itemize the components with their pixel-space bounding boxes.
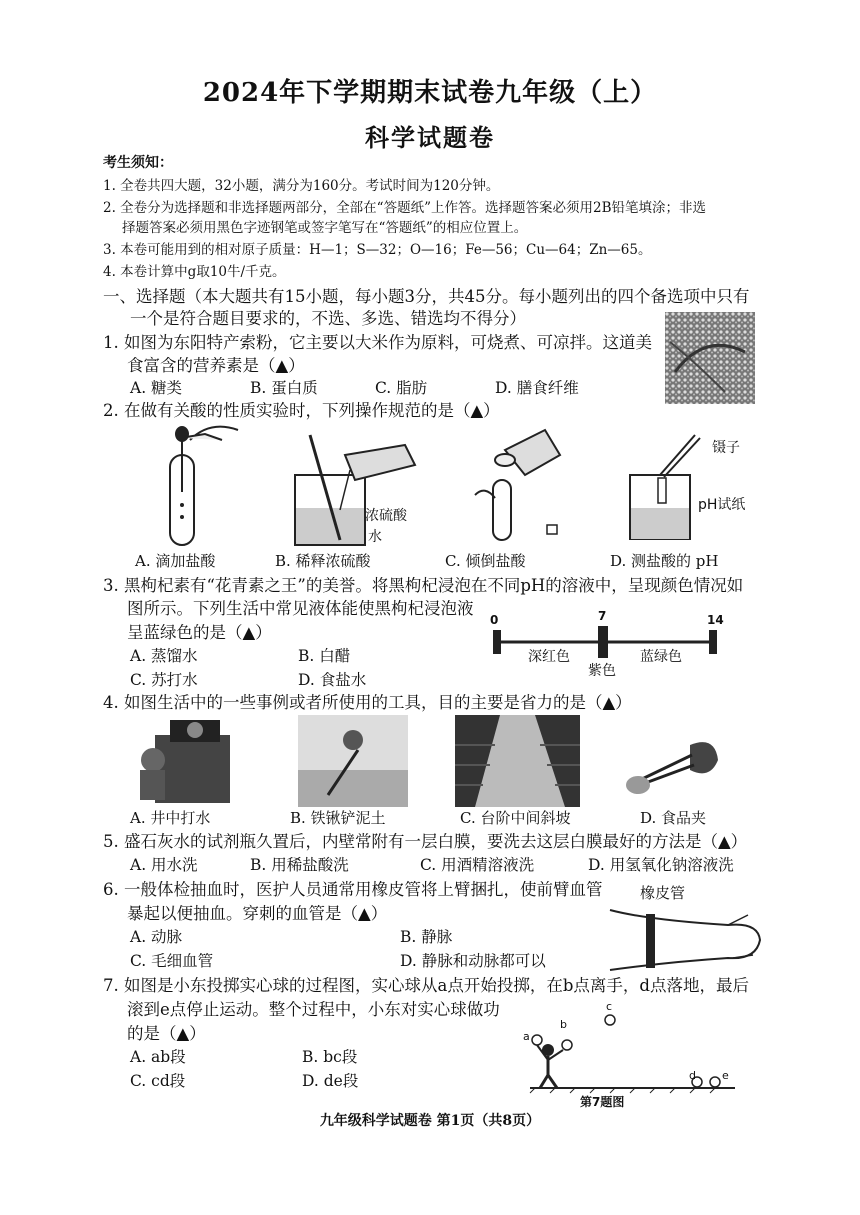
q3-option-d: D. 食盐水 [298,671,367,689]
label-rubber-tube: 橡皮管 [640,884,686,902]
q5-option-b: B. 用稀盐酸洗 [250,856,349,874]
q7-option-d: D. de段 [302,1072,359,1090]
q3-stem-cont2: 呈蓝绿色的是（▲） [127,623,272,642]
q7-stem-cont2: 的是（▲） [127,1024,206,1043]
q1-option-b: B. 蛋白质 [250,379,318,397]
q1-option-a: A. 糖类 [130,379,183,397]
q2-stem: 2. 在做有关酸的性质实验时，下列操作规范的是（▲） [103,401,500,420]
q5-stem: 5. 盛石灰水的试剂瓶久置后，内壁常附有一层白膜，要洗去这层白膜最好的方法是（▲） [103,832,748,851]
q5-option-d: D. 用氢氧化钠溶液洗 [588,856,734,874]
q4-figure-shovel [298,715,408,807]
label-ph-paper: pH试纸 [698,497,746,513]
label-tweezers: 镊子 [712,440,740,456]
q4-stem: 4. 如图生活中的一些事例或者所使用的工具，目的主要是省力的是（▲） [103,693,632,712]
q2-figure-b [285,430,435,550]
point-e: e [722,1069,729,1082]
q6-option-c: C. 毛细血管 [130,952,214,970]
q3-option-b: B. 白醋 [298,647,351,665]
q4-figure-slope [455,715,580,807]
q7-stem: 7. 如图是小东投掷实心球的过程图，实心球从a点开始投掷，在b点离手，d点落地，最后 [103,976,749,995]
ph-tick-14: 14 [707,613,724,627]
q2-caption-b: B. 稀释浓硫酸 [275,552,371,570]
q4-figure-tongs [620,730,720,800]
q1-stem-cont: 食富含的营养素是（▲） [127,356,305,375]
q3-stem: 3. 黑枸杞素有“花青素之王”的美誉。将黑枸杞浸泡在不同pH的溶液中，呈现颜色情况如 [103,576,744,595]
ph-tick-0: 0 [490,613,499,627]
q1-option-d: D. 膳食纤维 [495,379,579,397]
ph-tick-7: 7 [598,609,607,623]
q4-caption-d: D. 食品夹 [640,809,707,827]
point-d: d [689,1069,696,1082]
q6-arm-figure [608,900,763,975]
q7-option-b: B. bc段 [302,1048,358,1066]
exam-subtitle: 科学试题卷 [365,123,495,152]
q7-option-a: A. ab段 [130,1048,186,1066]
q6-option-b: B. 静脉 [400,928,453,946]
notice-item: 1. 全卷共四大题，32小题，满分为160分。考试时间为120分钟。 [103,178,500,194]
q7-throw-figure [525,1000,740,1095]
q2-figure-d [620,430,710,540]
q7-option-c: C. cd段 [130,1072,186,1090]
q4-caption-b: B. 铁锹铲泥土 [290,809,386,827]
q2-caption-d: D. 测盐酸的 pH [610,552,719,570]
notice-item: 4. 本卷计算中g取10牛/千克。 [103,264,286,280]
q6-stem-cont: 暴起以便抽血。穿刺的血管是（▲） [127,904,388,923]
q2-caption-c: C. 倾倒盐酸 [445,552,526,570]
q7-figure-caption: 第7题图 [580,1095,625,1109]
section-heading-cont: 一个是符合题目要求的，不选、多选、错选均不得分） [130,309,526,328]
color-purple: 紫色 [588,663,616,679]
page-footer: 九年级科学试题卷 第1页（共8页） [319,1113,541,1129]
q2-figure-c [465,420,585,550]
point-b: b [560,1018,567,1031]
q6-option-a: A. 动脉 [130,928,183,946]
q2-figure-a [150,420,240,550]
notice-item: 3. 本卷可能用到的相对原子质量：H—1；S—32；O—16；Fe—56；Cu—64；Zn—65。 [103,242,652,258]
q4-caption-c: C. 台阶中间斜坡 [460,809,571,827]
q6-option-d: D. 静脉和动脉都可以 [400,952,546,970]
q1-stem: 1. 如图为东阳特产索粉，它主要以大米作为原料，可烧煮、可凉拌。这道美 [103,333,652,352]
notice-item: 择题答案必须用黑色字迹钢笔或签字笔写在“答题纸”的相应位置上。 [122,220,528,236]
q5-option-c: C. 用酒精溶液洗 [420,856,535,874]
q4-figure-well [135,715,235,807]
q2-caption-a: A. 滴加盐酸 [135,552,216,570]
label-concentrated-acid: 浓硫酸 [365,508,407,524]
notice-item: 2. 全卷分为选择题和非选择题两部分，全部在“答题纸”上作答。选择题答案必须用2B铅笔填涂；非选 [103,200,706,216]
q1-option-c: C. 脂肪 [375,379,428,397]
ph-scale [485,620,725,660]
rice-noodle-photo [665,312,755,404]
color-deep-red: 深红色 [528,649,570,665]
exam-title: 2024年下学期期末试卷九年级（上） [202,78,658,108]
color-blue-green: 蓝绿色 [640,649,682,665]
point-c: c [606,1000,613,1013]
section-heading: 一、选择题（本大题共有15小题，每小题3分，共45分。每小题列出的四个备选项中只有 [103,287,750,306]
notice-heading: 考生须知： [103,155,173,171]
q3-option-a: A. 蒸馏水 [130,647,198,665]
q6-stem: 6. 一般体检抽血时，医护人员通常用橡皮管将上臂捆扎，使前臂血管 [103,880,603,899]
q7-stem-cont: 滚到e点停止运动。整个过程中，小东对实心球做功 [127,1000,500,1019]
label-water: 水 [368,529,382,545]
q4-caption-a: A. 井中打水 [130,809,211,827]
q3-option-c: C. 苏打水 [130,671,198,689]
q5-option-a: A. 用水洗 [130,856,198,874]
q3-stem-cont: 图所示。下列生活中常见液体能使黑枸杞浸泡液 [127,599,474,618]
point-a: a [523,1030,530,1043]
